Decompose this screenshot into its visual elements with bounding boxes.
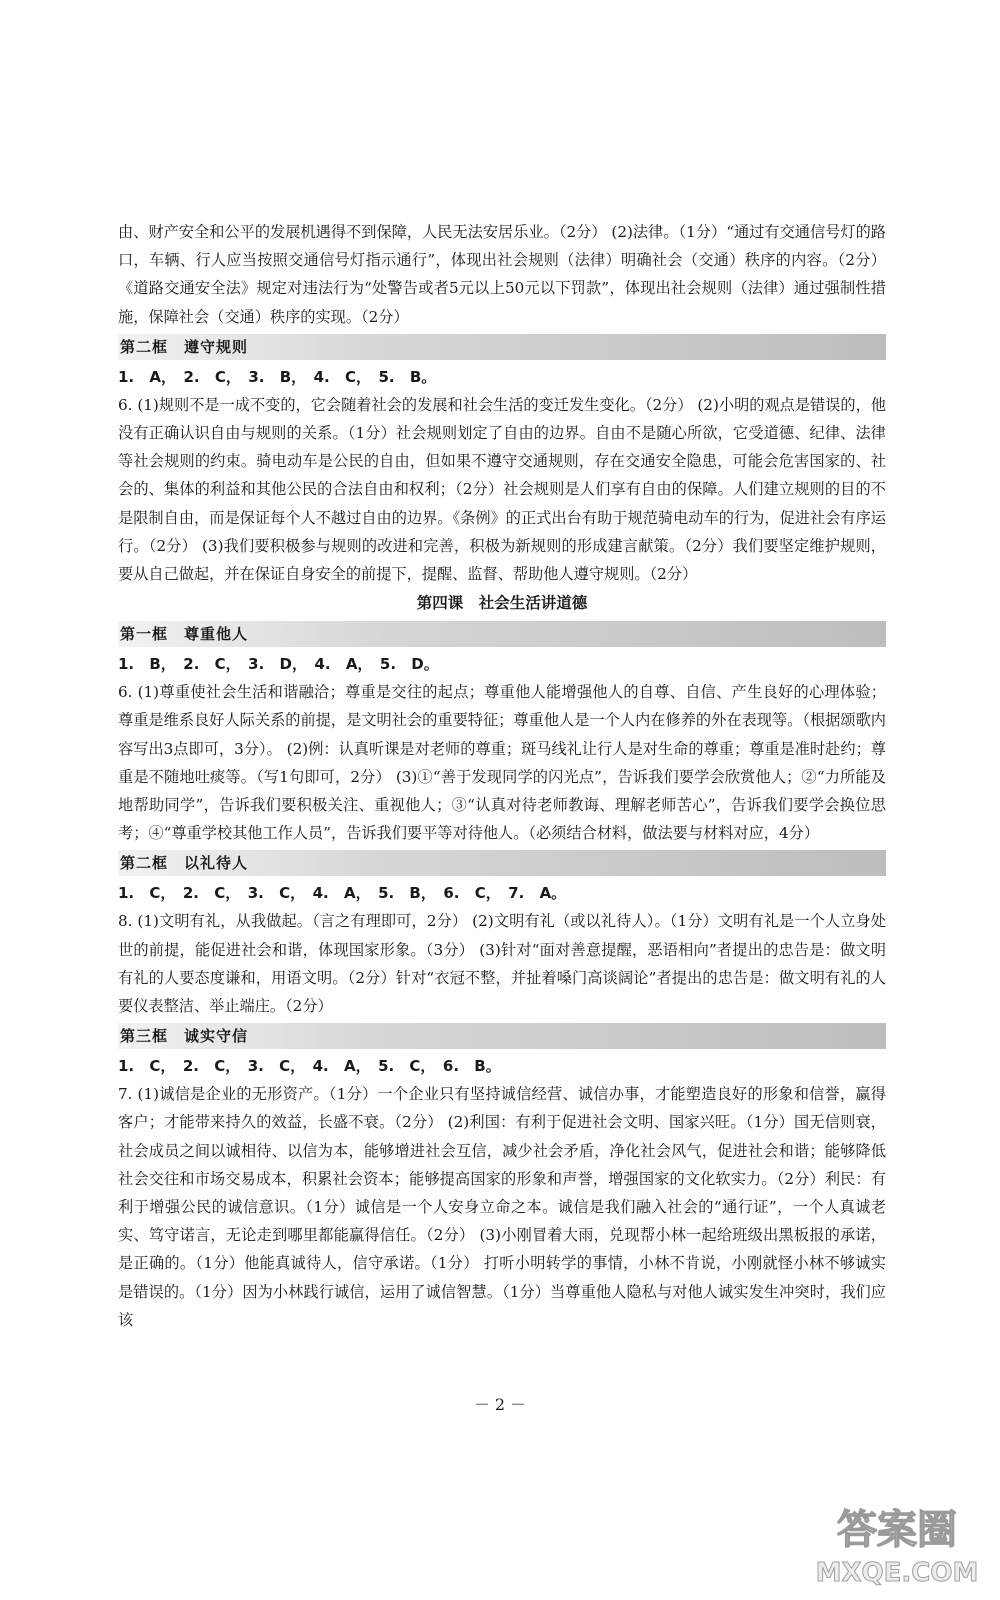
choice-answers-honesty: 1. C， 2. C， 3. C， 4. A， 5. C， 6. B。 — [118, 1057, 501, 1076]
answer-paragraph-honesty: 7. (1)诚信是企业的无形资产。（1分）一个企业只有坚持诚信经营、诚信办事，才能塑造良好的形象和信誉，赢得客户；才能带来持久的效益，长盛不衰。（2分） (2)利国：有利于促进社会文明、国家兴旺。（1分）国无信则衰，社会成员之间以诚相待、以信为本，能够增进社会互信，减少社会矛盾，净化社会风气，促进社会和谐；能够降低社会交往和市场交易成本，积累社会资本；能够提高国家的形象和声誉，增强国家的文化软实力。（2分）利民：有利于增强公民的诚信意识。（1分）诚信是一个人安身立命之本。诚信是我们融入社会的“通行证”，一个人真诚老实、笃守诺言，无论走到哪里都能赢得信任。（2分） (3)小刚冒着大雨，兑现帮小林一起给班级出黑板报的承诺，是正确的。（1分）他能真诚待人，信守承诺。（1分） 打听小明转学的事情，小林不肯说，小刚就怪小林不够诚实是错误的。（1分）因为小林践行诚信，运用了诚信智慧。（1分）当尊重他人隐私与对他人诚实发生冲突时，我们应该 — [118, 1085, 886, 1329]
choice-answers-courtesy: 1. C， 2. C， 3. C， 4. A， 5. B， 6. C， 7. A。 — [118, 884, 567, 903]
answer-paragraph-respect-others: 6. (1)尊重使社会生活和谐融洽；尊重是交往的起点；尊重他人能增强他人的自尊、自信、产生良好的心理体验；尊重是维系良好人际关系的前提，是文明社会的重要特征；尊重他人是一个人内在修养的外在表现等。（根据颂歌内容写出3点即可，3分）。 (2)例：认真听课是对老师的尊重；斑马线礼让行人是对生命的尊重；尊重是准时赴约；尊重是不随地吐痰等。（写1句即可，2分） (3)①“善于发现同学的闪光点”，告诉我们要学会欣赏他人；②“力所能及地帮助同学”，告诉我们要积极关注、重视他人；③“认真对待老师教诲、理解老师苦心”，告诉我们要学会换位思考；④“尊重学校其他工作人员”，告诉我们要平等对待他人。（必须结合材料，做法要与材料对应，4分） — [118, 683, 886, 843]
watermark-domain: MXQE.COM — [815, 1558, 979, 1588]
answer-paragraph-courtesy: 8. (1)文明有礼，从我做起。（言之有理即可，2分） (2)文明有礼（或以礼待人）。（1分）文明有礼是一个人立身处世的前提，能促进社会和谐，体现国家形象。（3分） (3)针对“面对善意提醒，恶语相向”者提出的忠告是：做文明有礼的人要态度谦和，用语文明。（2分）针对“衣冠不整，并扯着嗓门高谈阔论”者提出的忠告是：做文明有礼的人要仪表整洁、举止端庄。（2分） — [118, 912, 886, 1016]
site-watermark-logo — [812, 1495, 982, 1590]
section-header-courtesy: 第二框 以礼待人 — [118, 850, 886, 876]
choice-answers-follow-rules: 1. A， 2. C， 3. B， 4. C， 5. B。 — [118, 367, 437, 386]
answer-paragraph-law: 由、财产安全和公平的发展机遇得不到保障，人民无法安居乐业。（2分） (2)法律。（1分）“通过有交通信号灯的路口，车辆、行人应当按照交通信号灯指示通行”，体现出社会规则（法律）明确社会（交通）秩序的内容。（2分）《道路交通安全法》规定对违法行为“处警告或者5元以上50元以下罚款”，体现出社会规则（法律）通过强制性措施，保障社会（交通）秩序的实现。（2分） — [118, 223, 886, 326]
section-header-honesty: 第三框 诚实守信 — [118, 1023, 886, 1049]
page-number: － 2 － — [473, 1395, 527, 1414]
choice-answers-respect-others: 1. B， 2. C， 3. D， 4. A， 5. D。 — [118, 655, 439, 674]
answer-paragraph-follow-rules: 6. (1)规则不是一成不变的，它会随着社会的发展和社会生活的变迁发生变化。（2分） (2)小明的观点是错误的，他没有正确认识自由与规则的关系。（1分）社会规则划定了自由的边界。自由不是随心所欲，它受道德、纪律、法律等社会规则的约束。骑电动车是公民的自由，但如果不遵守交通规则，存在交通安全隐患，可能会危害国家的、社会的、集体的利益和其他公民的合法自由和权利；（2分）社会规则是人们享有自由的保障。人们建立规则的目的不是限制自由，而是保证每个人不越过自由的边界。《条例》的正式出台有助于规范骑电动车的行为，促进社会有序运行。（2分） (3)我们要积极参与规则的改进和完善，积极为新规则的形成建言献策。（2分）我们要坚定维护规则，要从自己做起，并在保证自身安全的前提下，提醒、监督、帮助他人遵守规则。（2分） — [118, 395, 886, 584]
answer-content — [118, 218, 886, 1334]
section-header-follow-rules: 第二框 遵守规则 — [118, 334, 886, 360]
lesson-title: 第四课 社会生活讲道德 — [416, 594, 588, 613]
watermark-title: 答案圈 — [837, 1507, 957, 1553]
section-header-respect-others: 第一框 尊重他人 — [118, 621, 886, 647]
